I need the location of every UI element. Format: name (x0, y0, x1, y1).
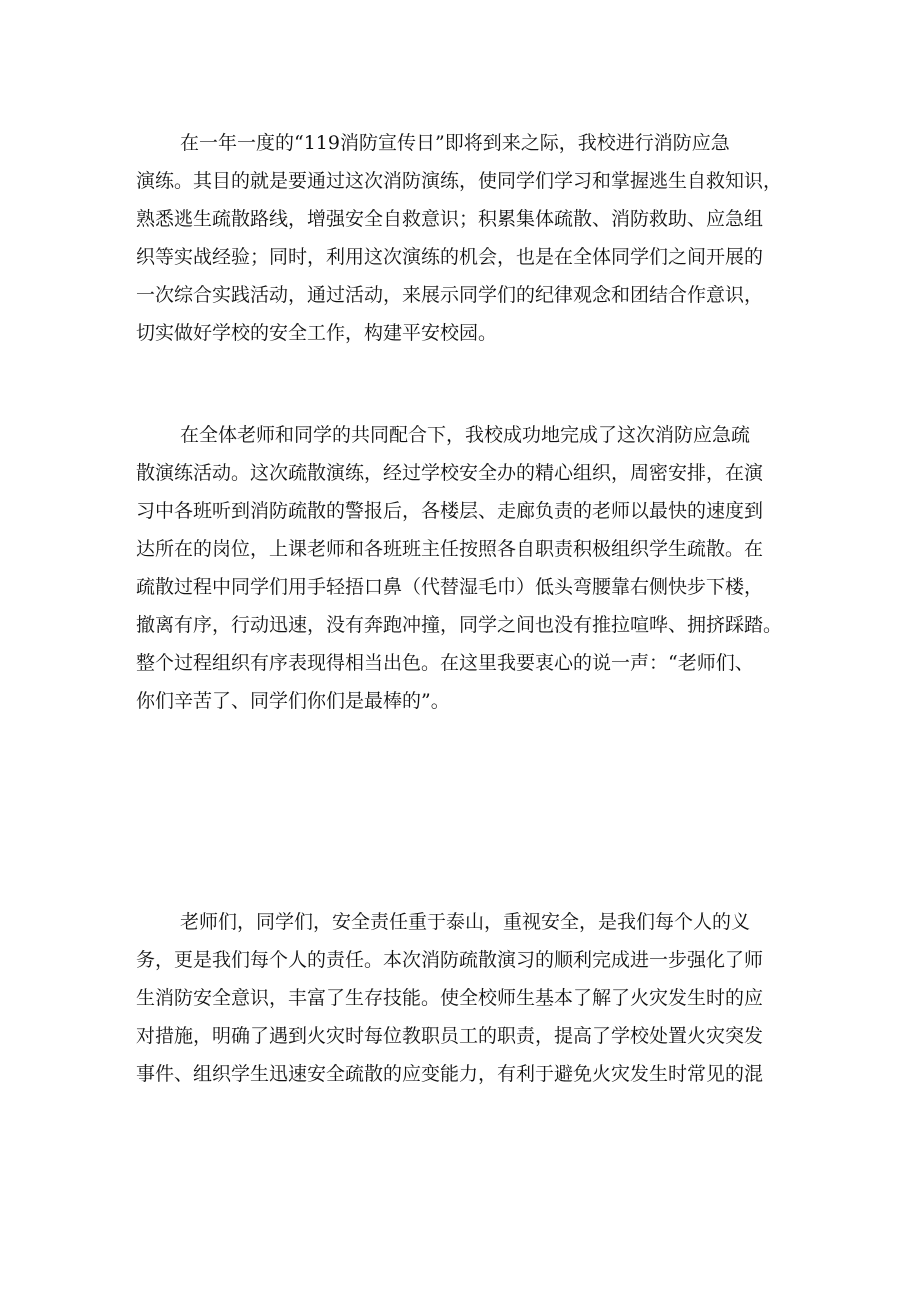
paragraph-line: 散演练活动。这次疏散演练，经过学校安全办的精心组织，周密安排，在演 (136, 462, 764, 484)
paragraph-line: 老师们，同学们，安全责任重于泰山，重视安全，是我们每个人的义 (180, 911, 751, 933)
paragraph-line: 习中各班听到消防疏散的警报后，各楼层、走廊负责的老师以最快的速度到 (136, 500, 764, 522)
paragraph-line: 在全体老师和同学的共同配合下，我校成功地完成了这次消防应急疏 (180, 424, 751, 446)
paragraph-line: 生消防安全意识，丰富了生存技能。使全校师生基本了解了火灾发生时的应 (136, 987, 764, 1009)
paragraph-line: 在一年一度的“119消防宣传日”即将到来之际，我校进行消防应急 (180, 132, 730, 154)
paragraph-line: 疏散过程中同学们用手轻捂口鼻（代替湿毛巾）低头弯腰靠右侧快步下楼， (136, 576, 764, 598)
paragraph-line: 务，更是我们每个人的责任。本次消防疏散演习的顺利完成进一步强化了师 (136, 949, 764, 971)
paragraph-line: 演练。其目的就是要通过这次消防演练，使同学们学习和掌握逃生自救知识， (136, 170, 783, 192)
paragraph-line: 事件、组织学生迅速安全疏散的应变能力，有利于避免火灾发生时常见的混 (136, 1063, 764, 1085)
paragraph-line: 你们辛苦了、同学们你们是最棒的”。 (136, 690, 450, 712)
paragraph-line: 对措施，明确了遇到火灾时每位教职员工的职责，提高了学校处置火灾突发 (136, 1025, 764, 1047)
paragraph-line: 织等实战经验；同时，利用这次演练的机会，也是在全体同学们之间开展的 (136, 246, 764, 268)
paragraph-line: 达所在的岗位，上课老师和各班班主任按照各自职责积极组织学生疏散。在 (136, 538, 764, 560)
paragraph-line: 切实做好学校的安全工作，构建平安校园。 (136, 322, 498, 344)
paragraph-line: 一次综合实践活动，通过活动，来展示同学们的纪律观念和团结合作意识， (136, 284, 764, 306)
paragraph-line: 撤离有序，行动迅速，没有奔跑冲撞，同学之间也没有推拉喧哗、拥挤踩踏。 (136, 614, 783, 636)
paragraph-line: 熟悉逃生疏散路线，增强安全自救意识；积累集体疏散、消防救助、应急组 (136, 208, 764, 230)
paragraph-line: 整个过程组织有序表现得相当出色。在这里我要衷心的说一声：“老师们、 (136, 652, 754, 674)
